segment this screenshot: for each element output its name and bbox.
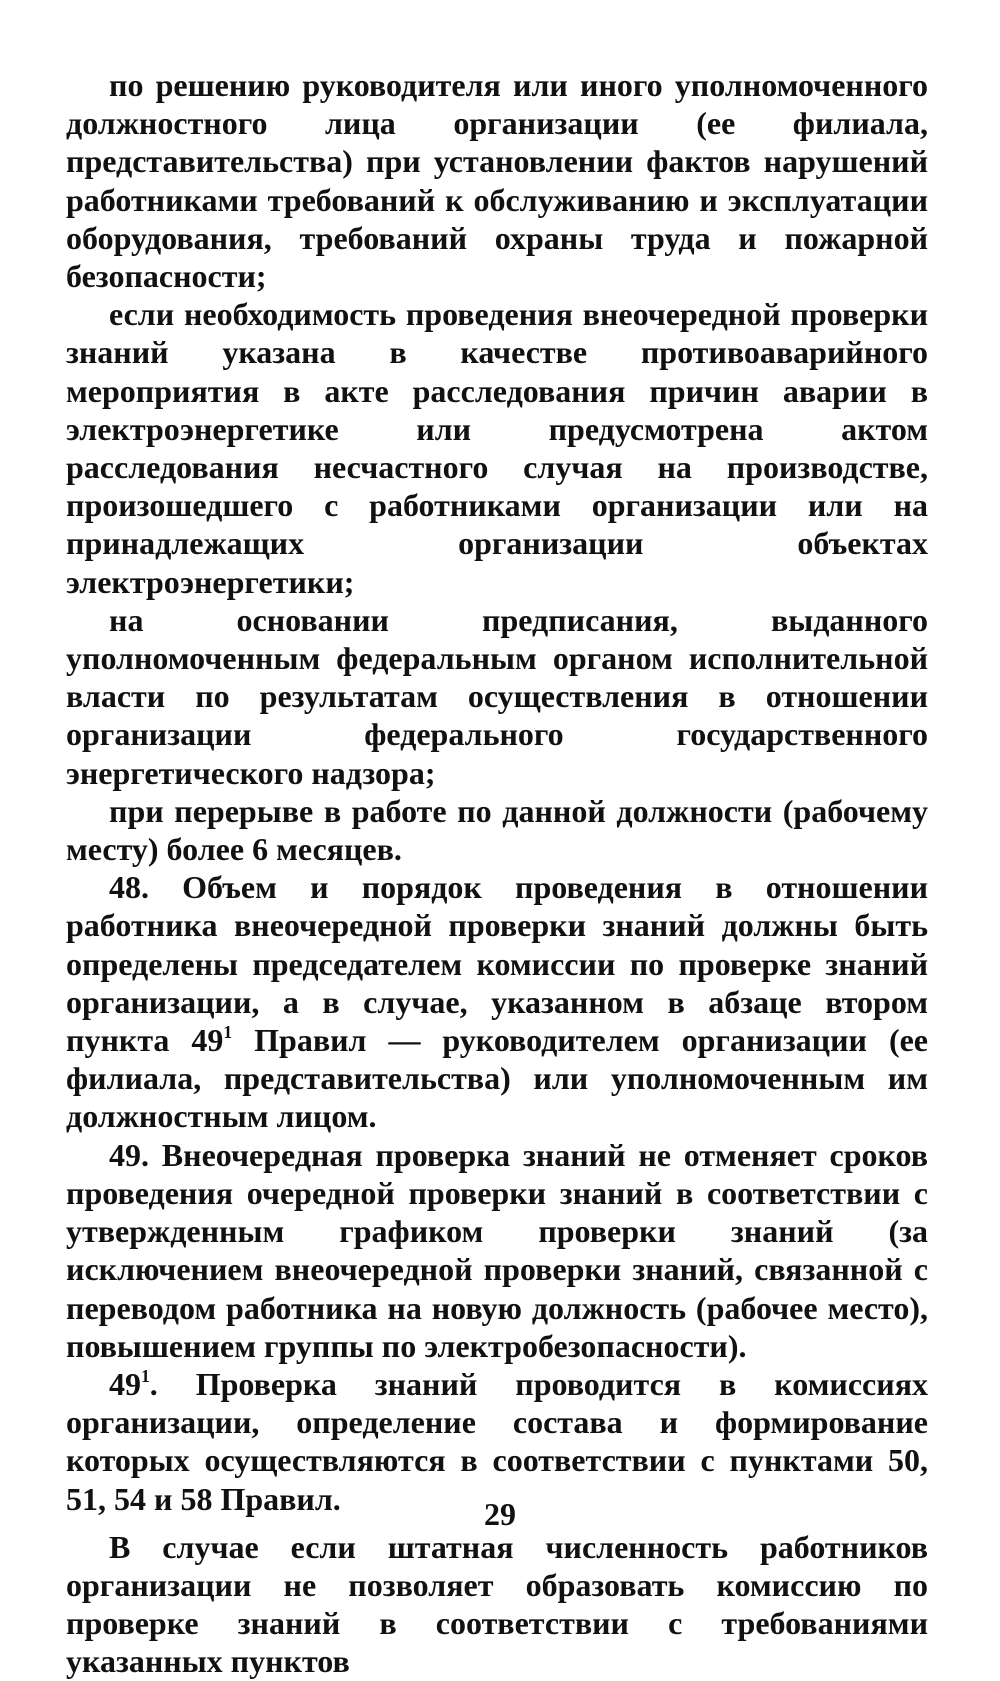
superscript-one: 1 xyxy=(141,1365,150,1386)
body-text xyxy=(66,66,928,1681)
page-number: 29 xyxy=(484,1496,516,1532)
paragraph-item-49-1: $49^1$. Проверка знаний проводится в комиссиях организации, определение состава и формирование которых осуществляются в соответствии с пунктами 50, 51, 54 и 58 Правил. xyxy=(66,1365,928,1517)
superscript-one: 1 xyxy=(223,1021,233,1042)
paragraph-decision-of-manager: по решению руководителя или иного уполномоченного должностного лица организации (ее филиала, представительства) при установлении фактов нарушений работниками требований к обслуживанию и эксплуатации оборудования, требований охраны труда и пожарной безопасности; xyxy=(66,67,928,295)
paragraph-item-49: 49. Внеочередная проверка знаний не отменяет сроков проведения очередной проверки знаний в соответствии с утвержденным графиком проверки знаний (за исключением внеочередной проверки знаний, связанной с переводом работника на новую должность (рабочее место), повышением группы по электробезопасности). xyxy=(66,1136,928,1364)
paragraph-staff-size: В случае если штатная численность работников организации не позволяет образовать комиссию по проверке знаний в соответствии с требованиями указанных пунктов xyxy=(66,1528,928,1680)
paragraph-work-break: при перерыве в работе по данной должности (рабочему месту) более 6 месяцев. xyxy=(66,792,928,868)
paragraph-accident-investigation: если необходимость проведения внеочередной проверки знаний указана в качестве противоаварийного мероприятия в акте расследования причин аварии в электроэнергетике или предусмотрена актом расследования несчастного случая на производстве, произошедшего с работниками организации или на принадлежащих организации объектах электроэнергетики; xyxy=(66,296,928,600)
paragraph-item-48: 48. Объем и порядок проведения в отношении работника внеочередной проверки знаний должны быть определены председателем комиссии по проверке знаний организации, а в случае, указанном в абзаце втором пункта $49^1$ Правил — руководителем организации (ее филиала, представительства) или уполномоченным им должностным лицом. xyxy=(66,869,929,1135)
paragraph-supervision-order: на основании предписания, выданного уполномоченным федеральным органом исполнительной власти по результатам осуществления в отношении организации федерального государственного энергетического надзора; xyxy=(66,601,928,791)
